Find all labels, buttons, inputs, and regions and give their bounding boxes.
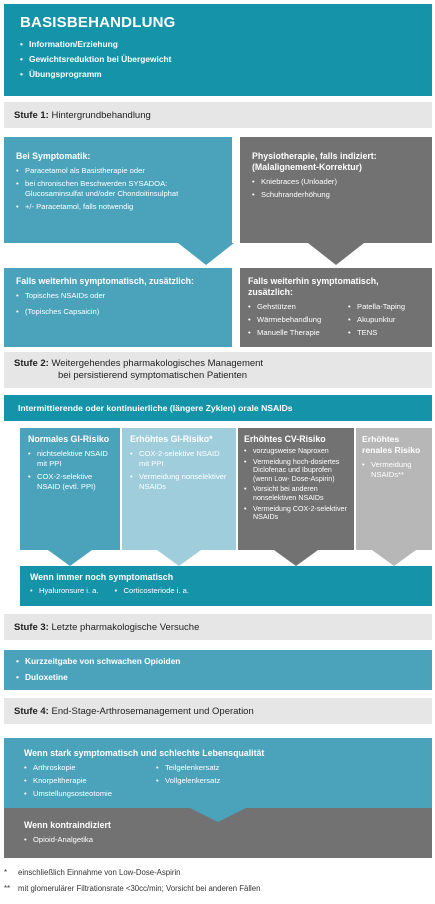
basic-treatment-title: BASISBEHANDLUNG [20, 14, 176, 31]
list-item: • Teilgelenkersatz [156, 763, 220, 773]
list-item: • Vollgelenkersatz [156, 776, 220, 786]
arrow-down-icon [274, 550, 318, 566]
still-symptomatic-list [30, 586, 422, 599]
footnote-2-mark: ** [4, 884, 11, 893]
elevated-gi-risk-title: Erhöhtes GI-Risiko* [130, 434, 213, 444]
stage-1-label: Stufe 1: [14, 110, 49, 121]
stage-2-label: Stufe 2: [14, 358, 49, 369]
stage-4-label: Stufe 4: [14, 706, 49, 717]
last-resort-drugs-list [16, 656, 420, 682]
list-item: • Hyaluronsure i. a. [30, 586, 99, 596]
footnote-1 [4, 868, 181, 877]
normal-gi-risk-title: Normales GI-Risiko [28, 434, 110, 444]
elevated-cv-risk-list [244, 447, 348, 522]
further-symptomatic-physio-box [240, 268, 432, 347]
stage-1-bar [4, 102, 432, 128]
list-item: • Kurzzeitgabe von schwachen Opioiden [16, 656, 420, 666]
elevated-renal-risk-title: Erhöhtes renales Risiko [362, 434, 421, 455]
stage-3-bar [4, 614, 432, 640]
basic-treatment-list [20, 39, 416, 79]
footnote-2 [4, 884, 260, 893]
list-item: • bei chronischen Beschwerden SYSADOA: Glucosaminsulfat und/oder Chondoitinsulphat [16, 179, 220, 199]
list-item: • Vermeidung nonselektiver NSAIDs [130, 472, 228, 492]
contraindicated-title: Wenn kontraindiziert [24, 820, 111, 830]
list-item: • Übungsprogramm [20, 69, 416, 79]
arrow-down-icon [157, 550, 201, 566]
physiotherapy-title: Physiotherapie, falls indiziert: (Malalignement-Korrektur) [252, 151, 377, 172]
list-item: • Schuhranderhöhung [252, 190, 420, 200]
stage-3-text: Letzte pharmakologische Versuche [51, 622, 200, 633]
footnote-1-mark: * [4, 868, 8, 877]
stage-2-line1: Weitergehendes pharmakologisches Management [51, 358, 264, 369]
list-item: • Akupunktur [348, 315, 405, 325]
stage-1-text: Hintergrundbehandlung [51, 110, 151, 121]
elevated-cv-risk-box [238, 428, 354, 550]
still-symptomatic-box [20, 566, 432, 606]
symptomatic-list [16, 166, 220, 212]
severe-symptoms-title: Wenn stark symptomatisch und schlechte Lebensqualität [24, 748, 265, 758]
elevated-renal-risk-list [362, 460, 426, 480]
arrow-down-icon [48, 550, 92, 566]
list-item: • Information/Erziehung [20, 39, 416, 49]
elevated-gi-risk-box [122, 428, 236, 550]
list-item: • Gewichtsreduktion bei Übergewicht [20, 54, 416, 64]
arrow-down-icon [178, 243, 234, 265]
symptomatic-box [4, 137, 232, 243]
further-left-title: Falls weiterhin symptomatisch, zusätzlich: [16, 276, 194, 286]
still-symptomatic-title: Wenn immer noch symptomatisch [30, 572, 174, 582]
list-item: • (Topisches Capsaicin) [16, 307, 220, 317]
elevated-gi-risk-list [130, 449, 228, 492]
normal-gi-risk-list [28, 449, 112, 492]
basic-treatment-box [4, 4, 432, 96]
list-item: • Patella-Taping [348, 302, 405, 312]
list-item: • Vermeidung hoch-dosiertes Diclofenac und Ibuprofen (wenn Low- Dose-Aspirin) [244, 458, 348, 484]
severe-symptoms-box [4, 738, 432, 808]
further-symptomatic-drug-box [4, 268, 232, 347]
last-resort-drugs-box [4, 650, 432, 690]
list-item: • +/- Paracetamol, falls notwendig [16, 202, 220, 212]
list-item: • Knorpeltherapie [24, 776, 156, 786]
severe-col1 [24, 763, 156, 802]
stage-3-label: Stufe 3: [14, 622, 49, 633]
physiotherapy-list [252, 177, 420, 200]
list-item: • vorzugsweise Naproxen [244, 447, 348, 456]
arrow-down-icon [308, 243, 364, 265]
list-item: • Arthroskopie [24, 763, 156, 773]
list-item: • Vermeidung COX-2-selektiver NSAIDs [244, 505, 348, 522]
list-item: • COX-2-selektive NSAID mit PPI [130, 449, 228, 469]
normal-gi-risk-box [20, 428, 120, 550]
contraindicated-list [24, 835, 412, 845]
list-item: • Umstellungsosteotomie [24, 789, 156, 799]
stage-4-text: End-Stage-Arthrosemanagement und Operation [51, 706, 254, 717]
list-item: • Opioid-Analgetika [24, 835, 412, 845]
stage-2-bar [4, 352, 432, 388]
list-item: • Vorsicht bei anderen nonselektiven NSAIDs [244, 485, 348, 502]
list-item: • Paracetamol als Basistherapie oder [16, 166, 220, 176]
stage-2-line2: bei persistierend symptomatischen Patienten [58, 370, 248, 381]
physiotherapy-box [240, 137, 432, 243]
list-item: • nichtselektive NSAID mit PPI [28, 449, 112, 469]
further-right-title: Falls weiterhin symptomatisch, zusätzlich: [248, 276, 379, 297]
further-left-list [16, 291, 220, 317]
nsaid-header: Intermittierende oder kontinuierliche (längere Zyklen) orale NSAIDs [4, 395, 432, 421]
elevated-renal-risk-box [356, 428, 432, 550]
list-item: • Corticosteriode i. a. [115, 586, 189, 596]
further-right-col1 [248, 302, 348, 341]
list-item: • Kniebraces (Unloader) [252, 177, 420, 187]
footnote-1-text: einschließlich Einnahme von Low-Dose-Aspirin [18, 868, 181, 877]
severe-col2 [156, 763, 220, 802]
list-item: • Topisches NSAIDs oder [16, 291, 220, 301]
list-item: • Gehstützen [248, 302, 348, 312]
list-item: • Wärmebehandlung [248, 315, 348, 325]
list-item: • Vermeidung NSAIDs** [362, 460, 426, 480]
symptomatic-title: Bei Symptomatik: [16, 151, 91, 161]
list-item: • TENS [348, 328, 405, 338]
arrow-down-icon [372, 550, 416, 566]
footnote-2-text: mit glomerulärer Filtrationsrate <30cc/min; Vorsicht bei anderen Fällen [18, 884, 261, 893]
stage-4-bar [4, 698, 432, 724]
list-item: • COX-2-selektive NSAID (evtl. PPI) [28, 472, 112, 492]
arrow-down-icon [190, 808, 246, 822]
elevated-cv-risk-title: Erhöhtes CV-Risiko [244, 434, 326, 444]
list-item: • Duloxetine [16, 672, 420, 682]
further-right-col2 [348, 302, 405, 341]
list-item: • Manuelle Therapie [248, 328, 348, 338]
